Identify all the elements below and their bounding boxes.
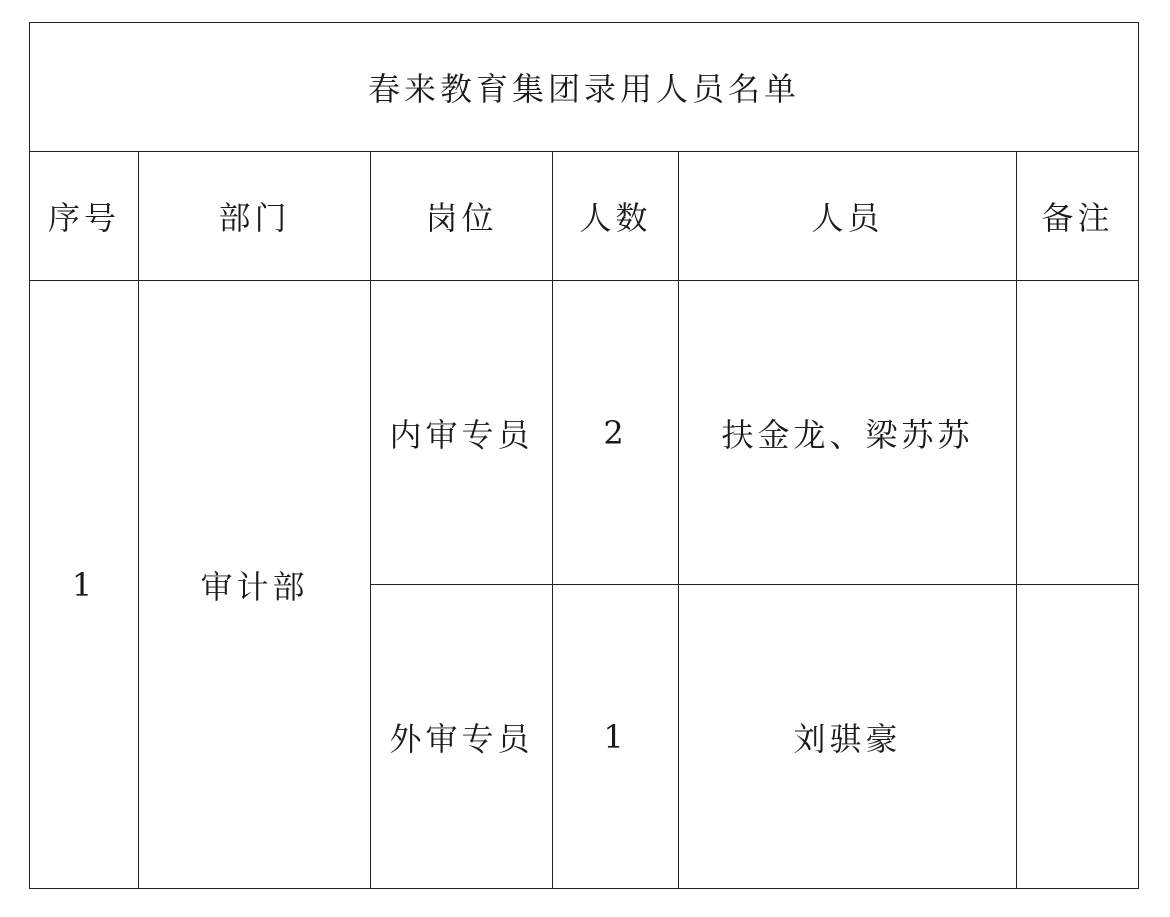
cell-people: 刘骐豪 <box>679 585 1017 889</box>
table-title-row <box>30 23 1139 152</box>
cell-index: 1 <box>30 281 139 889</box>
column-header-count: 人数 <box>553 152 679 281</box>
column-header-people: 人员 <box>679 152 1017 281</box>
cell-position: 内审专员 <box>371 281 553 585</box>
table-header-row <box>30 152 1139 281</box>
column-header-note: 备注 <box>1017 152 1139 281</box>
table-row <box>30 281 1139 585</box>
cell-department: 审计部 <box>139 281 371 889</box>
column-header-department: 部门 <box>139 152 371 281</box>
cell-position: 外审专员 <box>371 585 553 889</box>
table-title: 春来教育集团录用人员名单 <box>30 23 1139 152</box>
column-header-position: 岗位 <box>371 152 553 281</box>
cell-people: 扶金龙、梁苏苏 <box>679 281 1017 585</box>
column-header-index: 序号 <box>30 152 139 281</box>
cell-count: 1 <box>553 585 679 889</box>
cell-count: 2 <box>553 281 679 585</box>
hiring-list-table <box>29 22 1139 889</box>
cell-note <box>1017 281 1139 585</box>
cell-note <box>1017 585 1139 889</box>
